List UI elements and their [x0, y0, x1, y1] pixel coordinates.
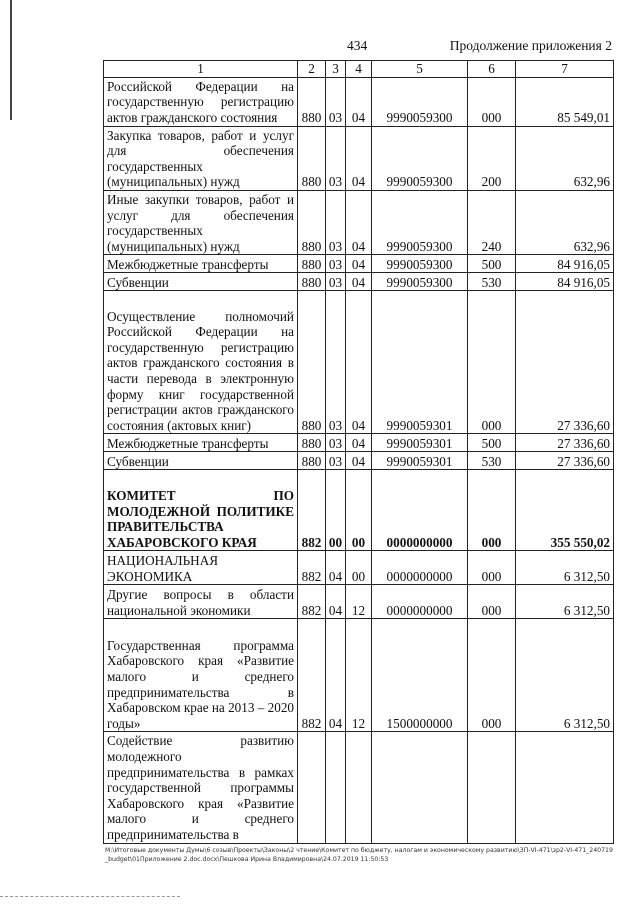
target-article-code: 9990059300: [372, 77, 468, 126]
table-row: [104, 77, 614, 126]
section-code: 03: [326, 77, 346, 126]
expense-type-code: 000: [468, 585, 516, 619]
amount: 6 312,50: [516, 551, 614, 585]
section-code: 03: [326, 273, 346, 291]
expense-type-code: 000: [468, 619, 516, 732]
table-row: [104, 619, 614, 732]
page-number: 434: [347, 38, 368, 53]
grbs-code: 882: [298, 619, 326, 732]
target-article-code: 9990059301: [372, 452, 468, 470]
section-code: 04: [326, 551, 346, 585]
section-code: 03: [326, 126, 346, 190]
row-name: Закупка товаров, работ и услуг для обеспечения государственных (муниципальных) нужд: [104, 126, 298, 190]
amount: 84 916,05: [516, 255, 614, 273]
expense-type-code: 200: [468, 126, 516, 190]
grbs-code: 880: [298, 291, 326, 434]
column-number: 7: [516, 61, 614, 78]
target-article-code: 1500000000: [372, 619, 468, 732]
subsection-code: 04: [346, 273, 372, 291]
subsection-code: 00: [346, 551, 372, 585]
amount: [516, 732, 614, 843]
target-article-code: 0000000000: [372, 585, 468, 619]
grbs-code: 882: [298, 551, 326, 585]
grbs-code: 880: [298, 77, 326, 126]
section-code: 03: [326, 190, 346, 254]
amount: 85 549,01: [516, 77, 614, 126]
column-number: 1: [104, 61, 298, 78]
row-name: Межбюджетные трансферты: [104, 434, 298, 452]
expense-type-code: 530: [468, 273, 516, 291]
subsection-code: 04: [346, 77, 372, 126]
target-article-code: 0000000000: [372, 470, 468, 551]
amount: 27 336,60: [516, 452, 614, 470]
column-number: 3: [326, 61, 346, 78]
table-row: [104, 585, 614, 619]
expense-type-code: 000: [468, 551, 516, 585]
document-path-footer: М:\Итоговые документы Думы\6 созыв\Проекты\Законы\2 чтение\Комитет по бюджету, налогам и экономическому развитию\ЗП-VI-471\зр2-VI-471_240719_budget\01Приложение 2.doc.docx\Пешкова Ирина Владимировна\24.07.2019 11:50:53: [105, 847, 613, 863]
amount: 6 312,50: [516, 619, 614, 732]
scan-edge-line: [10, 0, 12, 120]
table-row: [104, 126, 614, 190]
subsection-code: 04: [346, 291, 372, 434]
grbs-code: 880: [298, 190, 326, 254]
row-name: КОМИТЕТ ПО МОЛОДЕЖНОЙ ПОЛИТИКЕ ПРАВИТЕЛЬСТВА ХАБАРОВСКОГО КРАЯ: [104, 470, 298, 551]
grbs-code: 882: [298, 585, 326, 619]
target-article-code: 0000000000: [372, 551, 468, 585]
amount: 355 550,02: [516, 470, 614, 551]
row-name: Иные закупки товаров, работ и услуг для обеспечения государственных (муниципальных) нужд: [104, 190, 298, 254]
subsection-code: 04: [346, 452, 372, 470]
grbs-code: 880: [298, 452, 326, 470]
column-number: 4: [346, 61, 372, 78]
table-row: [104, 434, 614, 452]
section-code: [326, 732, 346, 843]
row-name: Субвенции: [104, 452, 298, 470]
subsection-code: 04: [346, 190, 372, 254]
amount: 6 312,50: [516, 585, 614, 619]
section-code: 00: [326, 470, 346, 551]
subsection-code: [346, 732, 372, 843]
section-code: 03: [326, 255, 346, 273]
subsection-code: 12: [346, 585, 372, 619]
page-header: [0, 38, 640, 58]
target-article-code: 9990059301: [372, 434, 468, 452]
subsection-code: 04: [346, 255, 372, 273]
target-article-code: [372, 732, 468, 843]
target-article-code: 9990059300: [372, 126, 468, 190]
target-article-code: 9990059300: [372, 255, 468, 273]
expense-type-code: 000: [468, 77, 516, 126]
table-row: [104, 470, 614, 551]
section-code: 03: [326, 434, 346, 452]
expense-type-code: 000: [468, 470, 516, 551]
section-code: 03: [326, 291, 346, 434]
expense-type-code: [468, 732, 516, 843]
subsection-code: 12: [346, 619, 372, 732]
expense-type-code: 240: [468, 190, 516, 254]
section-code: 03: [326, 452, 346, 470]
grbs-code: [298, 732, 326, 843]
target-article-code: 9990059301: [372, 291, 468, 434]
grbs-code: 880: [298, 126, 326, 190]
table-row: [104, 551, 614, 585]
table-row: [104, 273, 614, 291]
amount: 27 336,60: [516, 291, 614, 434]
row-name: Межбюджетные трансферты: [104, 255, 298, 273]
row-name: Другие вопросы в области национальной экономики: [104, 585, 298, 619]
scan-bottom-line: [0, 896, 180, 897]
subsection-code: 04: [346, 126, 372, 190]
continuation-label: Продолжение приложения 2: [449, 38, 612, 53]
section-code: 04: [326, 585, 346, 619]
grbs-code: 882: [298, 470, 326, 551]
subsection-code: 00: [346, 470, 372, 551]
subsection-code: 04: [346, 434, 372, 452]
row-name: Содействие развитию молодежного предпринимательства в рамках государственной программы Хабаровского края «Развитие малого и среднего предпринимательства в: [104, 732, 298, 843]
grbs-code: 880: [298, 255, 326, 273]
expense-type-code: 000: [468, 291, 516, 434]
target-article-code: 9990059300: [372, 190, 468, 254]
row-name: Осуществление полномочий Российской Федерации на государственную регистрацию актов гражданского состояния в части перевода в электронную форму книг государственной регистрации актов гражданского состояния (актовых книг): [104, 291, 298, 434]
row-name: НАЦИОНАЛЬНАЯ ЭКОНОМИКА: [104, 551, 298, 585]
expense-type-code: 500: [468, 434, 516, 452]
row-name: Государственная программа Хабаровского края «Развитие малого и среднего предпринимательства в Хабаровском крае на 2013 – 2020 годы»: [104, 619, 298, 732]
row-name: Субвенции: [104, 273, 298, 291]
column-number: 6: [468, 61, 516, 78]
column-number: 5: [372, 61, 468, 78]
grbs-code: 880: [298, 434, 326, 452]
amount: 84 916,05: [516, 273, 614, 291]
column-number: 2: [298, 61, 326, 78]
target-article-code: 9990059300: [372, 273, 468, 291]
table-row: [104, 291, 614, 434]
budget-table: [103, 60, 614, 844]
section-code: 04: [326, 619, 346, 732]
expense-type-code: 530: [468, 452, 516, 470]
table-row: [104, 732, 614, 843]
table-row: [104, 255, 614, 273]
expense-type-code: 500: [468, 255, 516, 273]
table-row: [104, 452, 614, 470]
amount: 27 336,60: [516, 434, 614, 452]
column-number-row: [104, 61, 614, 78]
row-name: Российской Федерации на государственную регистрацию актов гражданского состояния: [104, 77, 298, 126]
amount: 632,96: [516, 190, 614, 254]
grbs-code: 880: [298, 273, 326, 291]
table-row: [104, 190, 614, 254]
amount: 632,96: [516, 126, 614, 190]
